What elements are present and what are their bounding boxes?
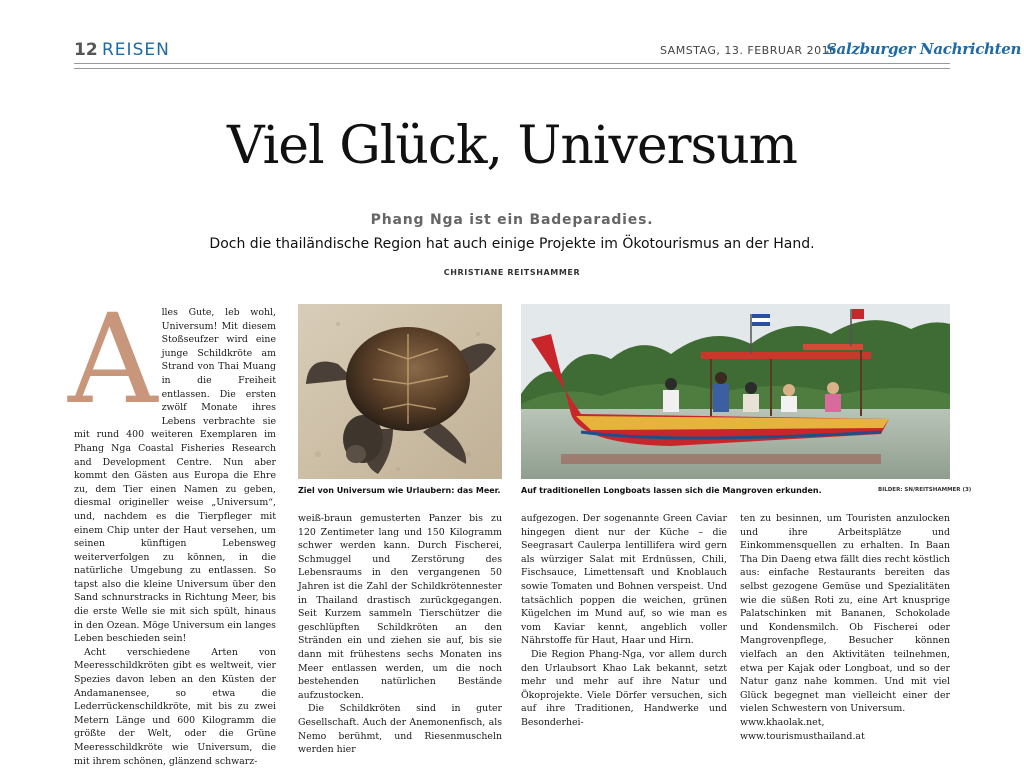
section-title: REISEN: [102, 40, 170, 60]
issue-date: SAMSTAG, 13. FEBRUAR 2016: [660, 44, 837, 57]
newspaper-logo: Salzburger Nachrichten: [826, 40, 1022, 58]
header-rule-top: [74, 63, 950, 64]
page-number: 12: [74, 40, 98, 60]
drop-cap: A: [68, 288, 158, 432]
article-column-2: [298, 512, 502, 756]
photo-credit: BILDER: SN/REITSHAMMER (3): [878, 487, 972, 493]
article-subheadline-2: Doch die thailändische Region hat auch einige Projekte im Ökotourismus an der Hand.: [209, 236, 815, 252]
turtle-photo: [298, 304, 502, 479]
paragraph: Acht verschiedene Arten von Meeresschildkröten gibt es weltweit, vier Spezies davon leben an den Küsten der Andamanensee, so etwa die Lederrückenschildkröte, mit bis zu zwei Metern Länge und 600 Kilogramm die größte der Welt, oder die Grüne Meeresschildkröte wie Universum, die mit ihrem schönen, glänzend schwarz-: [74, 646, 276, 767]
article-subheadline-1: Phang Nga ist ein Badeparadies.: [370, 212, 654, 228]
paragraph: lles Gute, leb wohl, Universum! Mit diesem Stoßseufzer wird eine junge Schildkröte am Strand von Thai Muang in die Freiheit entlassen. Die ersten zwölf Monate ihres Lebens verbrachte sie mit rund 400 weiteren Exemplaren im Phang Nga Coastal Fisheries Research and Development Centre. Nun aber kommt den Gästen aus Europa die Ehre zu, dem Tier einen Namen zu geben, diesmal origineller weise „Universum“, und, nachdem es die Tierpfleger mit einem Chip unter der Haut versehen, um seinen künftigen Lebensweg weiterverfolgen zu können, in die natürliche Umgebung zu entlassen. So tapst also die kleine Universum über den Sand schnurstracks in Richtung Meer, bis die erste Welle sie mit sich spült, hinaus in den Ozean. Möge Universum ein langes Leben beschieden sein!: [74, 307, 276, 645]
paragraph: ten zu besinnen, um Touristen anzulocken und ihre Arbeitsplätze und Einkommensquellen zu erhalten. In Baan Tha Din Daeng etwa fällt dies recht köstlich aus: einfache Restaurants bereiten das selbst gezogene Gemüse und Spezialitäten wie die süßen Roti zu, eine Art knusprige Palatschinken mit Bananen, Schokolade und Kondensmilch. Ob Fischerei oder Mangrovenpflege, Besucher können vielfach an den Aktivitäten teilnehmen, etwa per Kajak oder Longboat, und so der Natur ganz nahe kommen. Und mit viel Glück begegnet man vielleicht einer der vielen Schwestern von Universum.: [740, 513, 950, 715]
paragraph: Die Schildkröten sind in guter Gesellschaft. Auch der Anemonenfisch, als Nemo berühmt, und Riesenmuscheln werden hier: [298, 703, 502, 756]
article-column-3: [521, 512, 727, 728]
info-links: www.khaolak.net, www.tourismusthailand.at: [740, 716, 865, 742]
paragraph: Die Region Phang-Nga, vor allem durch den Urlaubsort Khao Lak bekannt, setzt mehr und mehr auf ihre Natur und Ökoprojekte. Viele Dörfer versuchen, sich auf ihre Traditionen, Handwerke und Besonderhei-: [521, 648, 727, 728]
article-headline: Viel Glück, Universum: [227, 116, 797, 176]
photo-caption-longboat: Auf traditionellen Longboats lassen sich die Mangroven erkunden.: [521, 486, 822, 495]
photo-caption-turtle: Ziel von Universum wie Urlaubern: das Meer.: [298, 486, 501, 495]
paragraph: weiß-braun gemusterten Panzer bis zu 120 Zentimeter lang und 150 Kilogramm schwer werden kann. Durch Fischerei, Schmuggel und Zerstörung des Lebensraums in den vergangenen 50 Jahren ist die Zahl der Schildkrötennester in Thailand drastisch zurückgegangen. Seit Kurzem sammeln Tierschützer die geschlüpften Schildkröten an den Stränden ein und ziehen sie auf, bis sie dann mit frühestens sechs Monaten ins Meer entlassen werden, um die noch bestehenden natürlichen Bestände aufzustocken.: [298, 513, 502, 701]
article-column-1: [68, 288, 276, 767]
article-column-4: [740, 512, 950, 742]
header-rule-bottom: [74, 68, 950, 69]
longboat-photo: [521, 304, 950, 479]
article-author: CHRISTIANE REITSHAMMER: [443, 268, 581, 277]
paragraph: aufgezogen. Der sogenannte Green Caviar hingegen dient nur der Küche – die Seegrasart Caulerpa lentillifera wird gern als würziger Salat mit Erdnüssen, Chili, Fischsauce, Limettensaft und Knoblauch sowie Tomaten und Bohnen verspeist. Und tatsächlich poppen die weichen, grünen Kügelchen im Mund auf, so wie man es vom Kaviar kennt, angeblich voller Nährstoffe für Haut, Haar und Hirn.: [521, 513, 727, 647]
